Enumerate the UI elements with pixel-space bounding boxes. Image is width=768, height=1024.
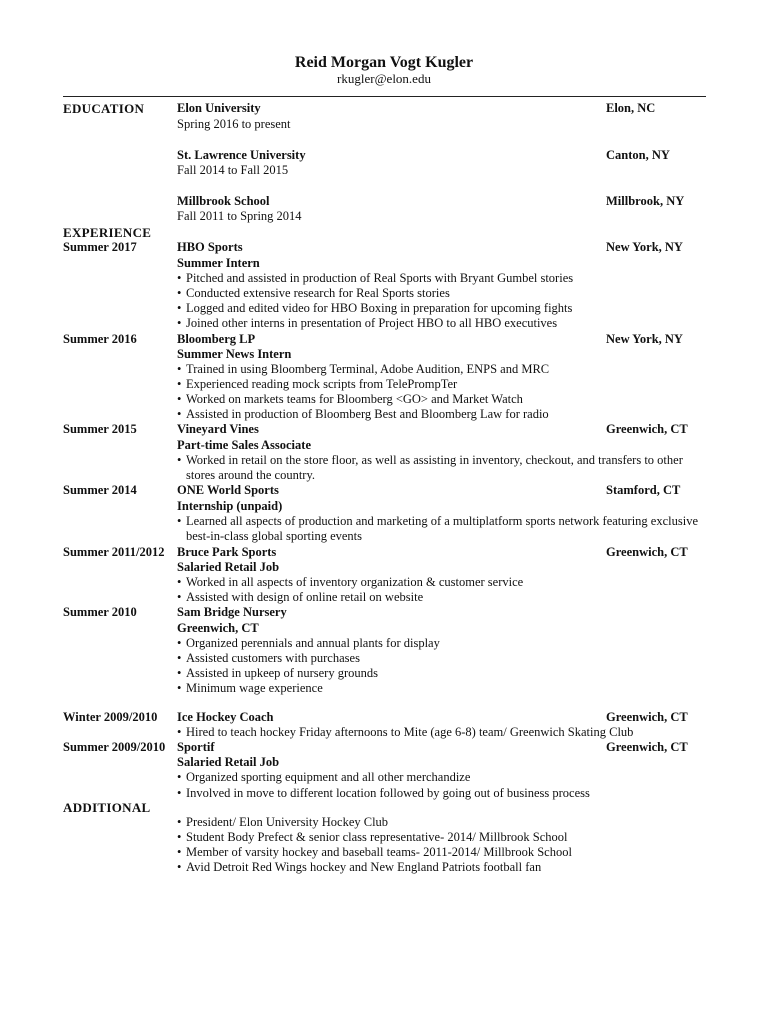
- job-location: Greenwich, CT: [606, 740, 688, 754]
- bullet-text: Member of varsity hockey and baseball teams- 2011-2014/ Millbrook School: [186, 845, 572, 859]
- job-location: Greenwich, CT: [606, 422, 688, 436]
- job-organization: Ice Hockey Coach: [177, 710, 274, 724]
- bullet-text: Assisted in upkeep of nursery grounds: [186, 666, 378, 680]
- bullet-glyph: •: [177, 636, 182, 650]
- job-title: Part-time Sales Associate: [177, 438, 311, 452]
- bullet-text: Organized sporting equipment and all other merchandize: [186, 770, 471, 784]
- job-location: New York, NY: [606, 240, 683, 254]
- bullet-glyph: •: [177, 316, 182, 330]
- bullet-text: Assisted customers with purchases: [186, 651, 360, 665]
- bullet-glyph: •: [177, 725, 182, 739]
- job-organization: HBO Sports: [177, 240, 243, 254]
- bullet-text: Logged and edited video for HBO Boxing in preparation for upcoming fights: [186, 301, 573, 315]
- bullet-glyph: •: [177, 407, 182, 421]
- candidate-email: rkugler@elon.edu: [337, 71, 431, 86]
- school-location: Millbrook, NY: [606, 194, 685, 208]
- section-heading-additional: ADDITIONAL: [63, 800, 151, 815]
- job-title: Internship (unpaid): [177, 499, 283, 513]
- job-period: Summer 2017: [63, 240, 137, 254]
- section-heading-experience: EXPERIENCE: [63, 225, 152, 240]
- bullet-glyph: •: [177, 786, 182, 800]
- school-dates: Fall 2014 to Fall 2015: [177, 163, 289, 177]
- bullet-glyph: •: [177, 286, 182, 300]
- school-name: St. Lawrence University: [177, 148, 306, 162]
- school-dates: Fall 2011 to Spring 2014: [177, 209, 302, 223]
- bullet-glyph: •: [177, 362, 182, 376]
- job-title: Greenwich, CT: [177, 621, 259, 635]
- bullet-text: Hired to teach hockey Friday afternoons to Mite (age 6-8) team/ Greenwich Skating Club: [186, 725, 634, 739]
- bullet-text: Worked on markets teams for Bloomberg <GO> and Market Watch: [186, 392, 523, 406]
- bullet-text: Organized perennials and annual plants for display: [186, 636, 440, 650]
- bullet-text: Student Body Prefect & senior class representative- 2014/ Millbrook School: [186, 830, 568, 844]
- bullet-glyph: •: [177, 377, 182, 391]
- header-divider: [63, 96, 706, 97]
- bullet-text: Assisted with design of online retail on website: [186, 590, 424, 604]
- bullet-text: Conducted extensive research for Real Sports stories: [186, 286, 450, 300]
- job-location: Greenwich, CT: [606, 545, 688, 559]
- bullet-glyph: •: [177, 575, 182, 589]
- bullet-text: Worked in all aspects of inventory organization & customer service: [186, 575, 524, 589]
- bullet-glyph: •: [177, 453, 182, 467]
- school-dates: Spring 2016 to present: [177, 117, 291, 131]
- school-name: Millbrook School: [177, 194, 270, 208]
- job-organization: Bruce Park Sports: [177, 545, 277, 559]
- bullet-glyph: •: [177, 392, 182, 406]
- resume-header: [0, 53, 768, 86]
- job-location: New York, NY: [606, 332, 683, 346]
- job-period: Summer 2009/2010: [63, 740, 166, 754]
- job-title: Summer News Intern: [177, 347, 292, 361]
- bullet-text: Avid Detroit Red Wings hockey and New England Patriots football fan: [186, 860, 542, 874]
- section-heading-education: EDUCATION: [63, 101, 145, 116]
- job-organization: Sportif: [177, 740, 215, 754]
- job-period: Summer 2010: [63, 605, 137, 619]
- job-period: Summer 2016: [63, 332, 137, 346]
- bullet-text: Assisted in production of Bloomberg Best and Bloomberg Law for radio: [186, 407, 549, 421]
- job-organization: Vineyard Vines: [177, 422, 259, 436]
- school-name: Elon University: [177, 101, 261, 115]
- job-title: Summer Intern: [177, 256, 260, 270]
- bullet-glyph: •: [177, 666, 182, 680]
- bullet-glyph: •: [177, 830, 182, 844]
- job-title: Salaried Retail Job: [177, 560, 280, 574]
- bullet-text: Minimum wage experience: [186, 681, 323, 695]
- bullet-glyph: •: [177, 514, 182, 528]
- bullet-text: President/ Elon University Hockey Club: [186, 815, 389, 829]
- job-title: Salaried Retail Job: [177, 755, 280, 769]
- job-location: Greenwich, CT: [606, 710, 688, 724]
- bullet-glyph: •: [177, 770, 182, 784]
- candidate-name: Reid Morgan Vogt Kugler: [294, 54, 474, 71]
- bullet-glyph: •: [177, 271, 182, 285]
- job-location: Stamford, CT: [606, 483, 681, 497]
- job-period: Winter 2009/2010: [63, 710, 158, 724]
- bullet-glyph: •: [177, 860, 182, 874]
- job-organization: Sam Bridge Nursery: [177, 605, 287, 619]
- bullet-text: Involved in move to different location followed by going out of business process: [186, 786, 590, 800]
- bullet-text: Learned all aspects of production and marketing of a multiplatform sports network featuring exclusive best-in-class global sporting events: [186, 514, 698, 543]
- bullet-text: Trained in using Bloomberg Terminal, Adobe Audition, ENPS and MRC: [186, 362, 550, 376]
- job-organization: Bloomberg LP: [177, 332, 256, 346]
- bullet-text: Pitched and assisted in production of Real Sports with Bryant Gumbel stories: [186, 271, 574, 285]
- bullet-glyph: •: [177, 681, 182, 695]
- bullet-glyph: •: [177, 301, 182, 315]
- bullet-glyph: •: [177, 590, 182, 604]
- bullet-glyph: •: [177, 845, 182, 859]
- job-period: Summer 2011/2012: [63, 545, 165, 559]
- bullet-text: Worked in retail on the store floor, as well as assisting in inventory, checkout, and transfers to other stores around the country.: [186, 453, 683, 482]
- job-period: Summer 2014: [63, 483, 137, 497]
- bullet-text: Joined other interns in presentation of Project HBO to all HBO executives: [186, 316, 558, 330]
- job-period: Summer 2015: [63, 422, 137, 436]
- job-organization: ONE World Sports: [177, 483, 279, 497]
- bullet-glyph: •: [177, 651, 182, 665]
- bullet-glyph: •: [177, 815, 182, 829]
- school-location: Elon, NC: [606, 101, 656, 115]
- bullet-text: Experienced reading mock scripts from TelePrompTer: [186, 377, 458, 391]
- school-location: Canton, NY: [606, 148, 670, 162]
